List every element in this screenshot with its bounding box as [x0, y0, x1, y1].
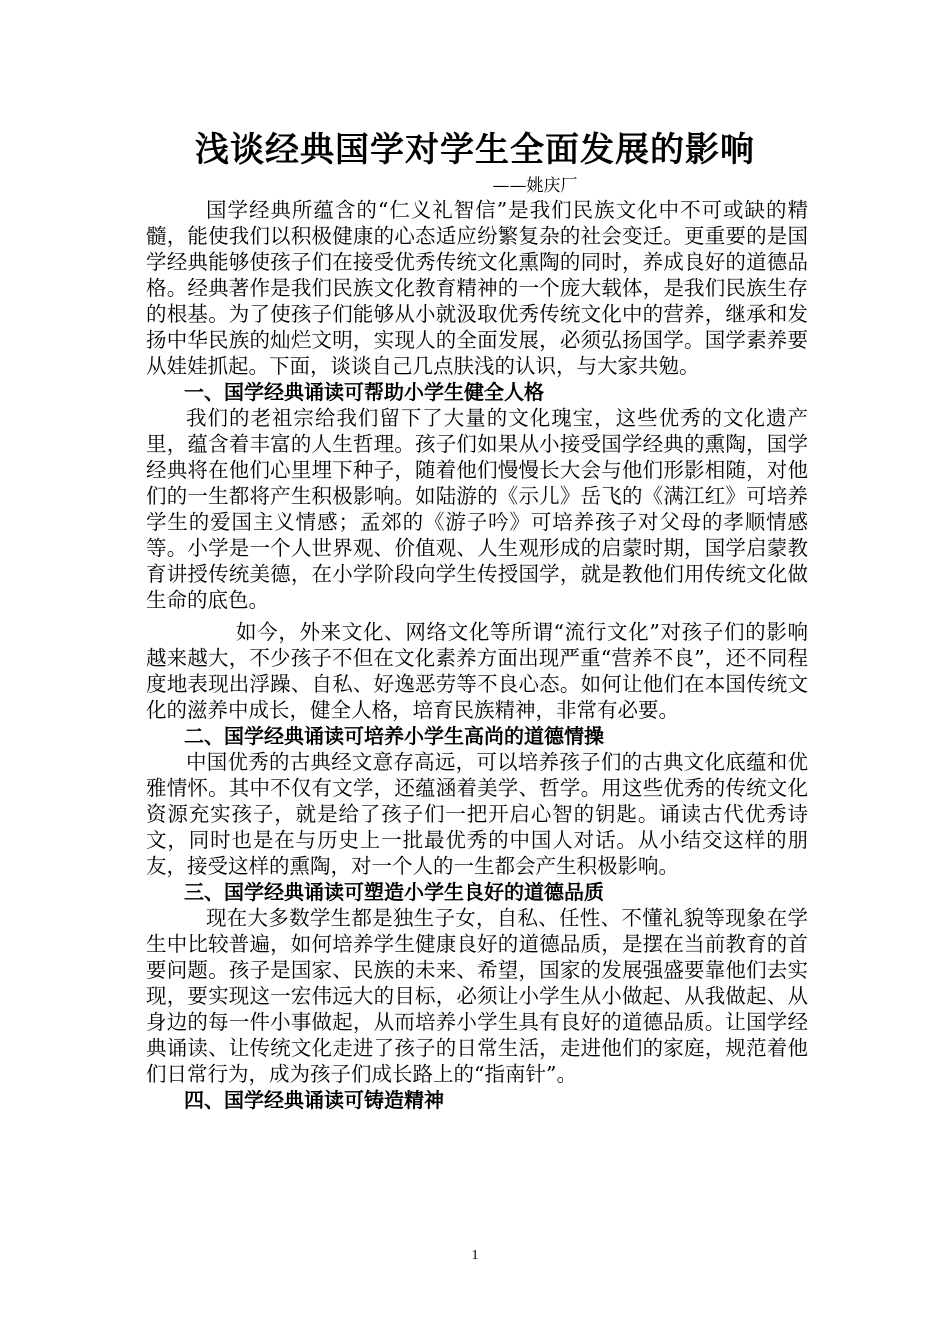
document-body: [146, 197, 808, 1113]
paragraph-section-1b: 如今，外来文化、网络文化等所谓“流行文化”对孩子们的影响越来越大，不少孩子不但在文化素养方面出现严重“营养不良”，还不同程度地表现出浮躁、自私、好逸恶劳等不良心态。如何让他们在本国传统文化的滋养中成长，健全人格，培育民族精神，非常有必要。: [146, 620, 808, 722]
section-heading-1: 一、国学经典诵读可帮助小学生健全人格: [184, 380, 544, 404]
page-number: 1: [471, 1248, 479, 1263]
paragraph-section-2: 中国优秀的古典经文意存高远，可以培养孩子们的古典文化底蕴和优雅情怀。其中不仅有文学，还蕴涵着美学、哲学。用这些优秀的传统文化资源充实孩子，就是给了孩子们一把开启心智的钥匙。诵读古代优秀诗文，同时也是在与历史上一批最优秀的中国人对话。从小结交这样的朋友，接受这样的熏陶，对一个人的一生都会产生积极影响。: [146, 750, 808, 878]
paragraph-intro: 国学经典所蕴含的“仁义礼智信”是我们民族文化中不可或缺的精髓，能使我们以积极健康的心态适应纷繁复杂的社会变迁。更重要的是国学经典能够使孩子们在接受优秀传统文化熏陶的同时，养成良好的道德品格。经典著作是我们民族文化教育精神的一个庞大载体，是我们民族生存的根基。为了使孩子们能够从小就汲取优秀传统文化中的营养，继承和发扬中华民族的灿烂文明，实现人的全面发展，必须弘扬国学。国学素养要从娃娃抓起。下面，谈谈自己几点肤浅的认识，与大家共勉。: [146, 198, 808, 378]
paragraph-section-1a: 我们的老祖宗给我们留下了大量的文化瑰宝，这些优秀的文化遗产里，蕴含着丰富的人生哲理。孩子们如果从小接受国学经典的熏陶，国学经典将在他们心里埋下种子，随着他们慢慢长大会与他们形影相随，对他们的一生都将产生积极影响。如陆游的《示儿》岳飞的《满江红》可培养学生的爱国主义情感；孟郊的《游子吟》可培养孩子对父母的孝顺情感等。小学是一个人世界观、价值观、人生观形成的启蒙时期，国学启蒙教育讲授传统美德，在小学阶段向学生传授国学，就是教他们用传统文化做生命的底色。: [146, 406, 808, 612]
document-title: 浅谈经典国学对学生全面发展的影响: [195, 130, 755, 170]
section-heading-3: 三、国学经典诵读可塑造小学生良好的道德品质: [184, 880, 604, 904]
paragraph-section-3: 现在大多数学生都是独生子女，自私、任性、不懂礼貌等现象在学生中比较普遍，如何培养学生健康良好的道德品质，是摆在当前教育的首要问题。孩子是国家、民族的未来、希望，国家的发展强盛要靠他们去实现，要实现这一宏伟远大的目标，必须让小学生从小做起、从我做起、从身边的每一件小事做起，从而培养小学生具有良好的道德品质。让国学经典诵读、让传统文化走进了孩子的日常生活，走进他们的家庭，规范着他们日常行为，成为孩子们成长路上的“指南针”。: [146, 906, 808, 1086]
document-author: ——姚庆厂: [492, 176, 578, 196]
section-heading-2: 二、国学经典诵读可培养小学生高尚的道德情操: [184, 724, 604, 748]
section-heading-4: 四、国学经典诵读可铸造精神: [184, 1088, 444, 1112]
